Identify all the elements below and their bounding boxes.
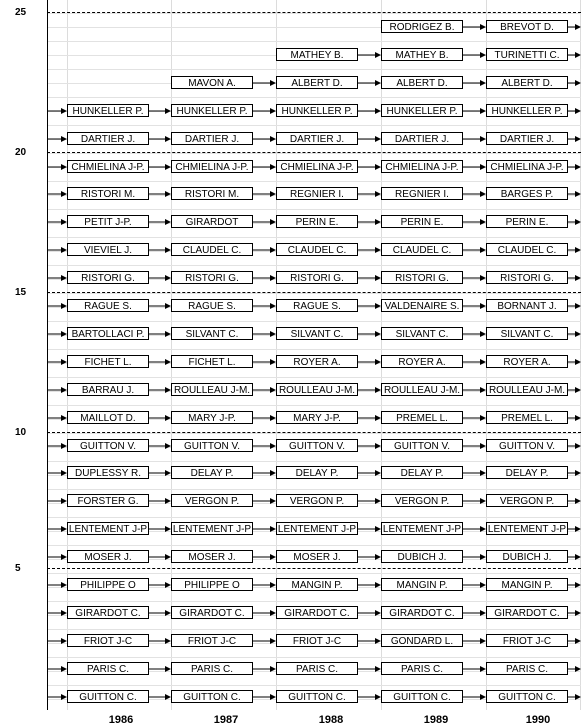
arrow-head	[575, 136, 581, 142]
arrow-head	[575, 526, 581, 532]
arrow-head	[575, 80, 581, 86]
name-box: MANGIN P.	[486, 578, 568, 591]
name-box: GIRARDOT C.	[276, 606, 358, 619]
name-box: RAGUE S.	[67, 299, 149, 312]
name-box: CHMIELINA J-P.	[381, 160, 463, 173]
name-box: DARTIER J.	[67, 132, 149, 145]
name-box: LENTEMENT J-P	[172, 524, 252, 535]
name-box: PERIN E.	[486, 215, 568, 228]
arrow-head	[575, 359, 581, 365]
name-box: HUNKELLER P.	[67, 104, 149, 117]
name-box: LENTEMENT J-P	[68, 524, 148, 535]
name-box: FICHET L.	[171, 355, 253, 368]
name-box: BREVOT D.	[486, 20, 568, 33]
name-box: RISTORI M.	[67, 187, 149, 200]
name-box: RISTORI M.	[171, 187, 253, 200]
name-box: PARIS C.	[486, 662, 568, 675]
y-label-10: 10	[15, 427, 27, 438]
name-box: MATHEY B.	[381, 48, 463, 61]
name-box: PARIS C.	[67, 662, 149, 675]
name-box: PHILIPPE O	[67, 578, 149, 591]
name-box: DUBICH J.	[486, 550, 568, 563]
name-box: TURINETTI C.	[486, 48, 568, 61]
name-box: RISTORI G.	[67, 271, 149, 284]
arrow-head	[575, 387, 581, 393]
year-label-1987: 1987	[213, 714, 239, 726]
name-box: GUITTON V.	[486, 439, 568, 452]
name-box: PREMEL L.	[486, 411, 568, 424]
name-box: GUITTON C.	[381, 690, 463, 703]
name-box: RAGUE S.	[171, 299, 253, 312]
name-box: SILVANT C.	[171, 327, 253, 340]
name-box: PARIS C.	[381, 662, 463, 675]
name-box: CLAUDEL C.	[276, 243, 358, 256]
name-box: MOSER J.	[276, 550, 358, 563]
name-box: ROULLEAU J-M.	[171, 383, 253, 396]
name-box: FORSTER G.	[67, 494, 149, 507]
name-box: ALBERT D.	[276, 76, 358, 89]
name-box: ROULLEAU J-M.	[381, 383, 463, 396]
name-box: HUNKELLER P.	[171, 104, 253, 117]
name-box: MAILLOT D.	[67, 411, 149, 424]
name-box: DARTIER J.	[381, 132, 463, 145]
name-box: VERGON P.	[276, 494, 358, 507]
name-box: BARRAU J.	[67, 383, 149, 396]
arrow-head	[575, 247, 581, 253]
name-box: ROULLEAU J-M.	[276, 383, 358, 396]
name-box: MANGIN P.	[381, 578, 463, 591]
name-box: RISTORI G.	[486, 271, 568, 284]
name-box: DARTIER J.	[276, 132, 358, 145]
name-box: FRIOT J-C	[67, 634, 149, 647]
name-box: HUNKELLER P.	[486, 104, 568, 117]
arrow-head	[575, 666, 581, 672]
name-box: SILVANT C.	[381, 327, 463, 340]
name-box: FRIOT J-C	[171, 634, 253, 647]
name-box: PREMEL L.	[381, 411, 463, 424]
name-box: LENTEMENT J-P	[487, 524, 567, 535]
name-box: VALDENAIRE S.	[381, 299, 463, 312]
name-box: RISTORI G.	[171, 271, 253, 284]
arrow-head	[575, 331, 581, 337]
arrow-head	[575, 415, 581, 421]
year-label-1990: 1990	[525, 714, 551, 726]
arrow-head	[575, 498, 581, 504]
y-label-5: 5	[15, 563, 21, 574]
y-label-20: 20	[15, 147, 27, 158]
name-box: DUBICH J.	[381, 550, 463, 563]
name-box: VERGON P.	[486, 494, 568, 507]
y-label-15: 15	[15, 287, 27, 298]
name-box: GUITTON C.	[276, 690, 358, 703]
name-box: MOSER J.	[67, 550, 149, 563]
name-box: CHMIELINA J-P.	[67, 160, 149, 173]
name-box: DUPLESSY R.	[67, 466, 149, 479]
name-box: CHMIELINA J-P.	[276, 160, 358, 173]
name-box: PERIN E.	[276, 215, 358, 228]
name-box: ROULLEAU J-M.	[486, 383, 568, 396]
name-box: GIRARDOT	[171, 215, 253, 228]
name-box: REGNIER I.	[381, 187, 463, 200]
name-box: DELAY P.	[486, 466, 568, 479]
name-box: LENTEMENT J-P	[382, 524, 462, 535]
arrow-head	[575, 164, 581, 170]
name-box: GIRARDOT C.	[171, 606, 253, 619]
name-box: GUITTON C.	[486, 690, 568, 703]
arrow-head	[575, 275, 581, 281]
name-box: LENTEMENT J-P	[277, 524, 357, 535]
name-box: GUITTON V.	[276, 439, 358, 452]
name-box: CHMIELINA J-P.	[486, 160, 568, 173]
name-box: DELAY P.	[381, 466, 463, 479]
name-box: MAVON A.	[171, 76, 253, 89]
name-box: CLAUDEL C.	[381, 243, 463, 256]
name-box: HUNKELLER P.	[276, 104, 358, 117]
name-box: BORNANT J.	[486, 299, 568, 312]
arrow-head	[575, 554, 581, 560]
name-box: PETIT J-P.	[67, 215, 149, 228]
name-box: ROYER A.	[486, 355, 568, 368]
arrow-head	[575, 303, 581, 309]
name-box: VIEVIEL J.	[67, 243, 149, 256]
name-box: RISTORI G.	[276, 271, 358, 284]
arrow-head	[575, 52, 581, 58]
name-box: GUITTON V.	[171, 439, 253, 452]
name-box: FICHET L.	[67, 355, 149, 368]
name-box: GUITTON V.	[381, 439, 463, 452]
name-box: REGNIER I.	[276, 187, 358, 200]
arrow-head	[575, 610, 581, 616]
name-box: MANGIN P.	[276, 578, 358, 591]
name-box: DARTIER J.	[171, 132, 253, 145]
name-box: HUNKELLER P.	[381, 104, 463, 117]
name-box: GONDARD L.	[381, 634, 463, 647]
name-box: ALBERT D.	[486, 76, 568, 89]
name-box: PHILIPPE O	[171, 578, 253, 591]
name-box: CLAUDEL C.	[486, 243, 568, 256]
name-box: GUITTON V.	[67, 439, 149, 452]
name-box: GIRARDOT C.	[67, 606, 149, 619]
name-box: MATHEY B.	[276, 48, 358, 61]
name-box: VERGON P.	[171, 494, 253, 507]
name-box: DARTIER J.	[486, 132, 568, 145]
name-box: MARY J-P.	[276, 411, 358, 424]
name-box: FRIOT J-C	[276, 634, 358, 647]
arrow-head	[575, 24, 581, 30]
name-box: DELAY P.	[171, 466, 253, 479]
year-label-1989: 1989	[423, 714, 449, 726]
name-box: FRIOT J-C	[486, 634, 568, 647]
year-label-1988: 1988	[318, 714, 344, 726]
name-box: ROYER A.	[276, 355, 358, 368]
arrow-head	[575, 638, 581, 644]
arrow-head	[575, 219, 581, 225]
name-box: CHMIELINA J-P.	[171, 160, 253, 173]
name-box: GUITTON C.	[171, 690, 253, 703]
name-box: RISTORI G.	[381, 271, 463, 284]
name-box: SILVANT C.	[486, 327, 568, 340]
arrow-head	[575, 443, 581, 449]
name-box: DELAY P.	[276, 466, 358, 479]
y-label-25: 25	[15, 7, 27, 18]
name-box: RODRIGEZ B.	[381, 20, 463, 33]
name-box: VERGON P.	[381, 494, 463, 507]
year-label-1986: 1986	[108, 714, 134, 726]
name-box: GIRARDOT C.	[486, 606, 568, 619]
name-box: GUITTON C.	[67, 690, 149, 703]
arrow-head	[575, 191, 581, 197]
arrow-head	[575, 694, 581, 700]
name-box: RAGUE S.	[276, 299, 358, 312]
name-box: MARY J-P.	[171, 411, 253, 424]
name-box: PARIS C.	[171, 662, 253, 675]
arrow-head	[575, 470, 581, 476]
name-box: ALBERT D.	[381, 76, 463, 89]
name-box: BARTOLLACI P.	[67, 327, 149, 340]
name-box: GIRARDOT C.	[381, 606, 463, 619]
arrow-head	[575, 582, 581, 588]
name-box: BARGES P.	[486, 187, 568, 200]
arrow-head	[575, 108, 581, 114]
name-box: MOSER J.	[171, 550, 253, 563]
name-box: SILVANT C.	[276, 327, 358, 340]
name-box: PARIS C.	[276, 662, 358, 675]
name-box: ROYER A.	[381, 355, 463, 368]
name-box: CLAUDEL C.	[171, 243, 253, 256]
name-box: PERIN E.	[381, 215, 463, 228]
